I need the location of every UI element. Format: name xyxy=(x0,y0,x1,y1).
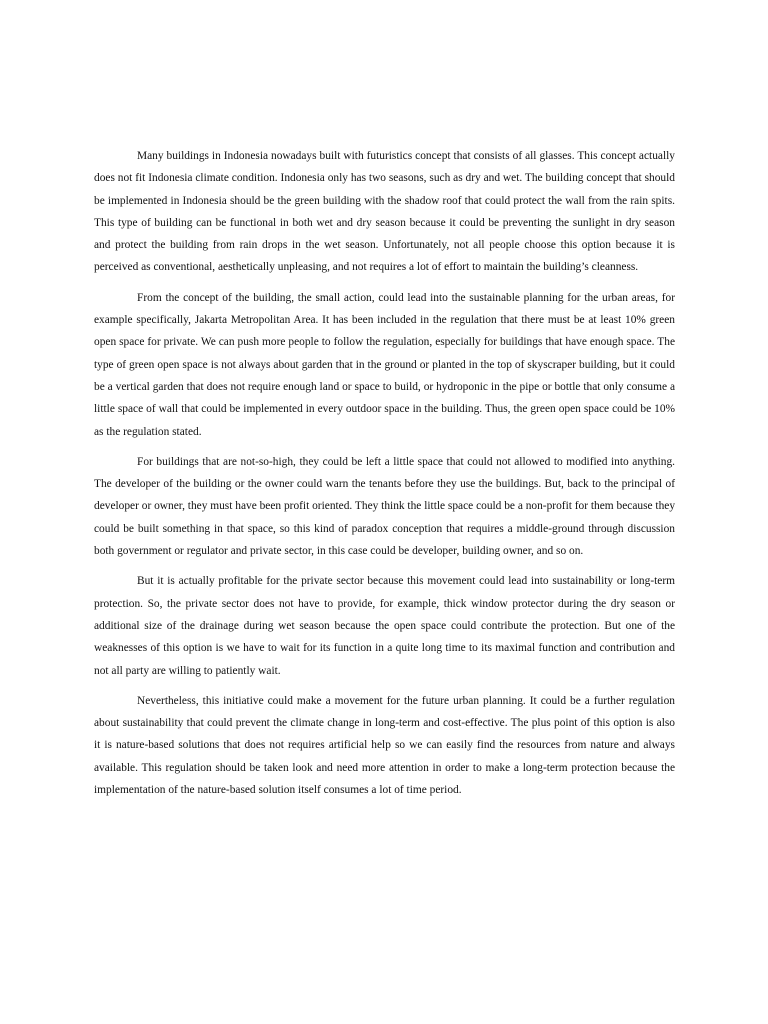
paragraph-5: Nevertheless, this initiative could make a movement for the future urban planning. It could be a further regulation about sustainability that could prevent the climate change in long-term and cost-effective. The plus point of this option is also it is nature-based solutions that does not requires artificial help so we can easily find the resources from nature and always available. This regulation should be taken look and need more attention in order to make a long-term protection because the implementation of the nature-based solution itself consumes a lot of time period. xyxy=(94,694,675,797)
paragraph-4: But it is actually profitable for the private sector because this movement could lead into sustainability or long-term protection. So, the private sector does not have to provide, for example, thick window protector during the dry season or additional size of the drainage during wet season because the open space could contribute the protection. But one of the weaknesses of this option is we have to wait for its function in a quite long time to its maximal function and contribution and not all party are willing to patiently wait. xyxy=(94,575,675,677)
document-body xyxy=(94,145,675,809)
paragraph-3: For buildings that are not-so-high, they could be left a little space that could not allowed to modified into anything. The developer of the building or the owner could warn the tenants before they use the buildings. But, back to the principal of developer or owner, they must have been profit oriented. They think the little space could be a non-profit for them because they could be built something in that space, so this kind of paradox conception that requires a middle-ground through discussion both government or regulator and private sector, in this case could be developer, building owner, and so on. xyxy=(94,455,676,558)
paragraph-1: Many buildings in Indonesia nowadays built with futuristics concept that consists of all glasses. This concept actually does not fit Indonesia climate condition. Indonesia only has two seasons, such as dry and wet. The building concept that should be implemented in Indonesia should be the green building with the shadow roof that could protect the wall from the rain spits. This type of building can be functional in both wet and dry season because it could be preventing the sunlight in dry season and protect the building from rain drops in the wet season. Unfortunately, not all people choose this option because it is perceived as conventional, aesthetically unpleasing, and not requires a lot of effort to maintain the building’s cleanness. xyxy=(94,150,675,274)
paragraph-2: From the concept of the building, the small action, could lead into the sustainable planning for the urban areas, for example specifically, Jakarta Metropolitan Area. It has been included in the regulation that there must be at least 10% green open space for private. We can push more people to follow the regulation, especially for buildings that have enough space. The type of green open space is not always about garden that in the ground or planted in the top of skyscraper building, but it could be a vertical garden that does not require enough land or space to build, or hydroponic in the pipe or bottle that only consume a little space of wall that could be implemented in every outdoor space in the building. Thus, the green open space could be 10% as the regulation stated. xyxy=(94,291,675,438)
